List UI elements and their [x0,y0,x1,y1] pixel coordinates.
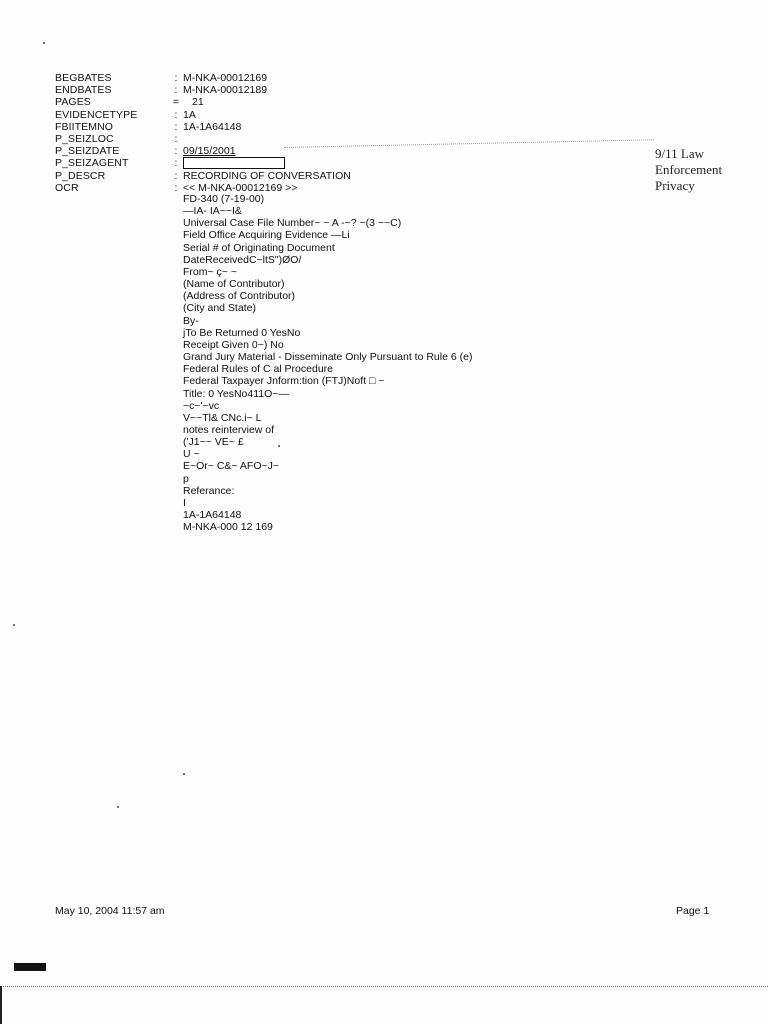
field-separator: : [174,132,178,145]
field-value: M-NKA-00012169 [183,72,268,84]
field-value: RECORDING OF CONVERSATION [183,169,351,182]
field-name: EVIDENCETYPE [55,108,138,121]
field-value: 21 [192,96,204,109]
ocr-text-block [183,193,472,533]
ocr-line: (Name of Contributor) [183,278,285,291]
ocr-line: Universal Case File Number~ ~ A -~? ~(3 ~~C) [183,217,402,230]
field-value: 1A-1A64148 [183,120,242,133]
scan-speck [117,806,119,808]
ocr-line: ('J1~~ VE~ £ [183,436,244,449]
ocr-line: Grand Jury Material - Disseminate Only Pursuant to Rule 6 (e) [183,351,473,364]
ocr-line: —IA- IA~~I& [183,205,242,218]
ocr-line: (City and State) [183,302,256,315]
ocr-line: E~Or~ C&~ AFO~J~ [183,460,280,473]
field-name: ENDBATES [55,84,112,97]
ocr-line: Federal Rules of C al Procedure [183,363,333,376]
field-separator: : [174,157,178,170]
ocr-line: (Address of Contributor) [183,290,296,303]
stamp-line: Enforcement [655,162,723,177]
field-value: 09/15/2001 [183,145,236,158]
ocr-line: From~ ç~ ~ [183,265,237,278]
field-name: FBIITEMNO [55,120,114,133]
ocr-line: Title: 0 YesNo411O~— [183,387,289,400]
field-name: BEGBATES [55,72,112,84]
scan-speck [278,445,280,447]
ocr-line: Referance: [183,484,235,497]
ocr-line: 1A-1A64148 [183,509,242,522]
scan-mark-bar [14,963,46,971]
redaction-leader-line [284,139,654,148]
field-name: P_DESCR [55,169,106,182]
field-value: 1A [183,108,196,121]
scan-speck [13,624,15,626]
field-separator: : [174,108,178,121]
scan-speck [43,42,45,44]
field-separator: : [174,84,178,97]
ocr-line: V~~Tl& CNc.i~ L [183,411,262,424]
ocr-line: Field Office Acquiring Evidence —Li [183,229,350,242]
ocr-line: ~c~'~vc [183,399,220,412]
footer-page-number: Page 1 [676,905,710,917]
field-name: PAGES [55,96,91,109]
field-value: << M-NKA-00012169 >> [183,181,298,194]
stamp-line: 9/11 Law [655,146,704,161]
field-name: P_SEIZAGENT [55,157,129,170]
field-separator: : [174,72,178,84]
field-name: P_SEIZDATE [55,145,120,158]
page-bottom-line [0,986,768,987]
ocr-line: By- [183,314,199,327]
footer-print-date: May 10, 2004 11:57 am [55,905,165,917]
field-separator: : [174,169,178,182]
ocr-line: FD-340 (7-19-00) [183,193,265,205]
field-value: M-NKA-00012189 [183,84,268,97]
ocr-line: Serial # of Originating Document [183,241,335,254]
redaction-stamp [655,146,755,194]
ocr-line: p [183,472,189,485]
field-separator: : [174,120,178,133]
stamp-line: Privacy [655,178,695,193]
ocr-line: Receipt Given 0~) No [183,338,284,351]
ocr-line: jTo Be Returned 0 YesNo [183,326,301,339]
field-separator: : [174,181,178,194]
scan-speck [183,773,185,775]
ocr-line: notes reinterview of [183,423,275,436]
ocr-line: M-NKA-000 12 169 [183,521,273,534]
field-name: OCR [55,181,79,194]
field-separator: = [172,96,180,109]
ocr-line: U ~ [183,448,200,461]
redaction-box [183,157,285,169]
field-name: P_SEIZLOC [55,132,114,145]
field-separator: : [174,145,178,158]
ocr-line: DateReceivedC~ltS")ØO/ [183,253,302,266]
ocr-line: Federal Taxpayer Jnform:tion (FTJ)Noft □ ~ [183,375,385,388]
page-left-edge [0,986,2,1024]
ocr-line: I [183,496,186,509]
